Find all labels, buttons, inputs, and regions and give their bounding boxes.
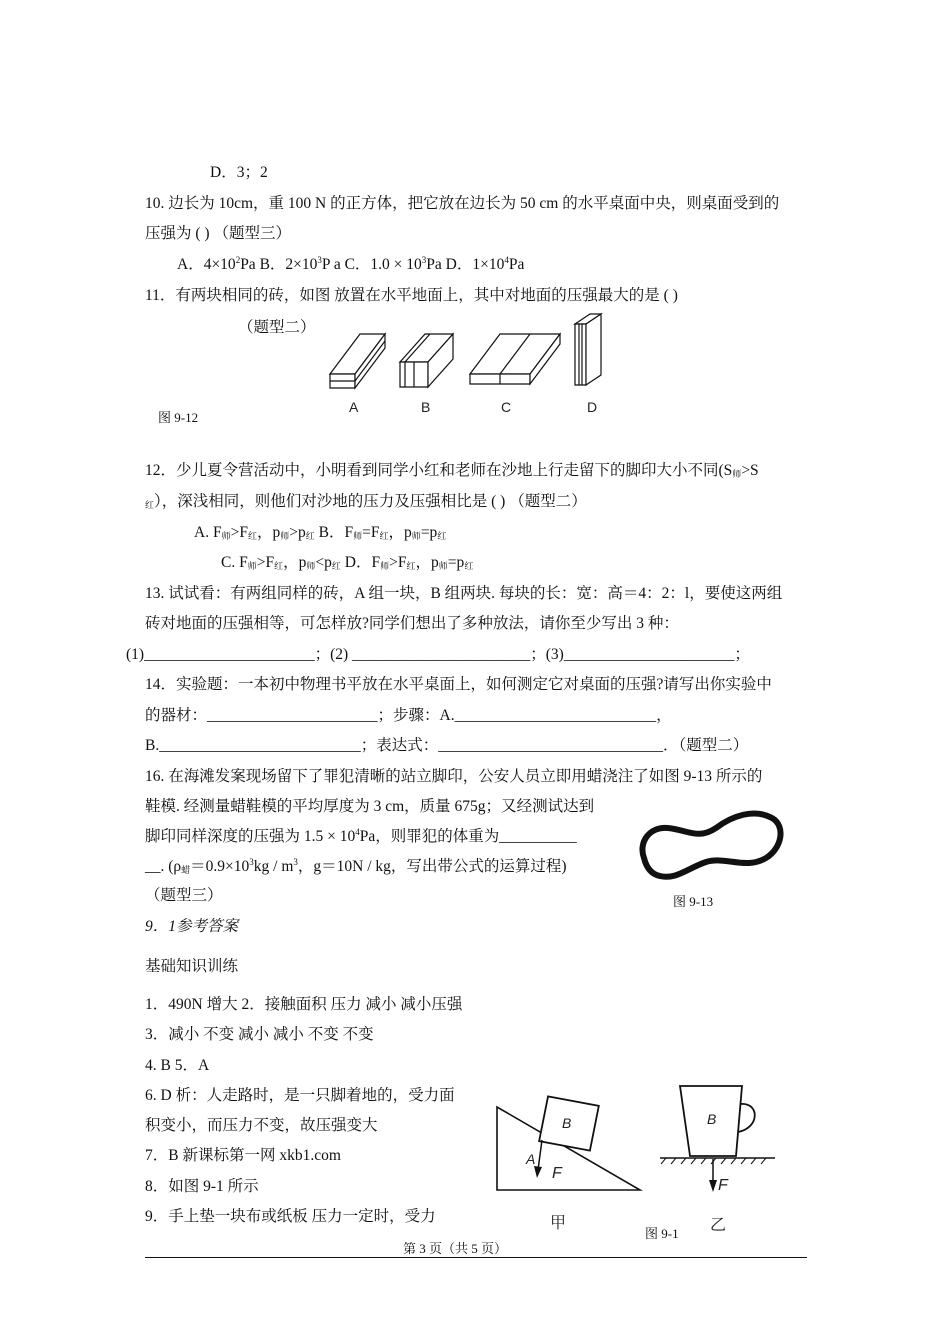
choice-b-label: B [421, 399, 431, 415]
q16-line5: （题型三） [145, 887, 223, 904]
q13-line2: 砖对地面的压强相等，可怎样放?同学们想出了多种放法，请你至少写出 3 种： [145, 615, 679, 632]
brick-c [470, 334, 560, 384]
figure-9-13-label: 图 9-13 [673, 894, 714, 909]
q16-line1: 16. 在海滩发案现场留下了罪犯清晰的站立脚印，公安人员立即用蜡浇注了如图 9-13 所示的 [145, 768, 763, 785]
q12-options-ab: A. $F_师>F_红$，$p_师>p_红$ B．$F_师=F_红$，$p_师=p_红$ [194, 524, 447, 541]
q10-options: A．$4\times 10^2Pa$ B．$2\times 10^3P$ a C．$1.0 \times 10^3Pa$ D．$1\times 10^4Pa$ [177, 255, 525, 273]
figure-9-12-bricks [325, 312, 625, 422]
q16-line2: 鞋模. 经测量蜡鞋模的平均厚度为 3 cm，质量 675g；又经测试达到 [145, 798, 595, 815]
answer-7: 7．B 新课标第一网 xkb1.com [145, 1147, 341, 1164]
brick-b [400, 334, 453, 387]
answer-6-line1: 6. D 析：人走路时，是一只脚着地的，受力面 [145, 1087, 455, 1104]
q10-line1: 10. 边长为 10cm，重 100 N 的正方体，把它放在边长为 50 cm 的水平桌面中央，则桌面受到的 [145, 195, 780, 212]
point-a-label: A [526, 1151, 536, 1167]
figure-9-1 [490, 1080, 790, 1250]
q12-line2: $_红$），深浅相同，则他们对沙地的压力及压强相比是 ( ) （题型二） [145, 493, 587, 510]
brick-a [330, 334, 385, 388]
answer-9: 9．手上垫一块布或纸板 压力一定时，受力 [145, 1208, 436, 1225]
q12-options-cd: C. $F_师>F_红$，$p_师<p_红$ D．$F_师>F_红$，$p_师=p_红$ [221, 554, 474, 571]
q11-type-tag: （题型二） [238, 319, 316, 336]
figure-9-1-label: 图 9-1 [645, 1226, 679, 1241]
choice-d-label: D [587, 399, 598, 415]
answer-3: 3．减小 不变 减小 减小 不变 不变 [145, 1026, 374, 1043]
choice-c-label: C [501, 399, 512, 415]
footer-rule [145, 1257, 807, 1258]
q14-line1: 14．实验题：一本初中物理书平放在水平桌面上，如何测定它对桌面的压强?请写出你实验中 [145, 676, 772, 693]
caption-jia: 甲 [550, 1215, 567, 1232]
brick-d [575, 314, 601, 385]
figure-9-12-label: 图 9-12 [158, 410, 199, 425]
answer-6-line2: 积变小，而压力不变，故压强变大 [145, 1117, 378, 1134]
q14-line2: 的器材：______________________；步骤：A.__________________________， [145, 707, 672, 724]
answers-section-title: 基础知识训练 [145, 958, 239, 975]
q10-line2: 压强为 ( ) （题型三） [145, 225, 291, 242]
q16-line4: __. ($\rho_蜡=0.9\times 10^3kg / m^3$，g＝10N / kg，写出带公式的运算过程) [145, 857, 567, 875]
q11-question: 11．有两块相同的砖，如图 放置在水平地面上，其中对地面的压强最大的是 ( ) [145, 287, 678, 304]
figure-9-1-cup [680, 1086, 755, 1156]
q14-line3: B.__________________________；表达式：_____________________________．（题型二） [145, 737, 749, 754]
force-f-label-left: F [552, 1165, 562, 1182]
answers-heading: 9．1参考答案 [145, 918, 239, 935]
cup-b-label: B [707, 1111, 717, 1127]
q13-answer-blanks: (1)______________________；(2) _______________________；(3)______________________； [126, 646, 750, 663]
block-b-label: B [562, 1115, 572, 1131]
q13-line1: 13. 试试看：有两组同样的砖，A 组一块，B 组两块. 每块的长：宽：高＝4：2：l，要使这两组 [145, 585, 783, 602]
choice-a-label: A [349, 399, 359, 415]
answer-1-2: 1．490N 增大 2．接触面积 压力 减小 减小压强 [145, 996, 463, 1013]
caption-yi: 乙 [710, 1217, 727, 1234]
answer-8: 8．如图 9-1 所示 [145, 1178, 259, 1195]
figure-9-13-shoe-print [636, 804, 786, 884]
page-footer: 第 3 页（共 5 页） [403, 1241, 508, 1256]
answer-4-5: 4. B 5．A [145, 1057, 210, 1074]
force-f-label-right: F [718, 1177, 728, 1194]
q12-line1: 12．少儿夏令营活动中，小明看到同学小红和老师在沙地上行走留下的脚印大小不同($S_师>S$ [145, 462, 759, 479]
q9-option-d: D．3；2 [210, 164, 268, 181]
q16-line3: 脚印同样深度的压强为 $1.5 \times 10^4Pa$，则罪犯的体重为__________ [145, 827, 577, 845]
